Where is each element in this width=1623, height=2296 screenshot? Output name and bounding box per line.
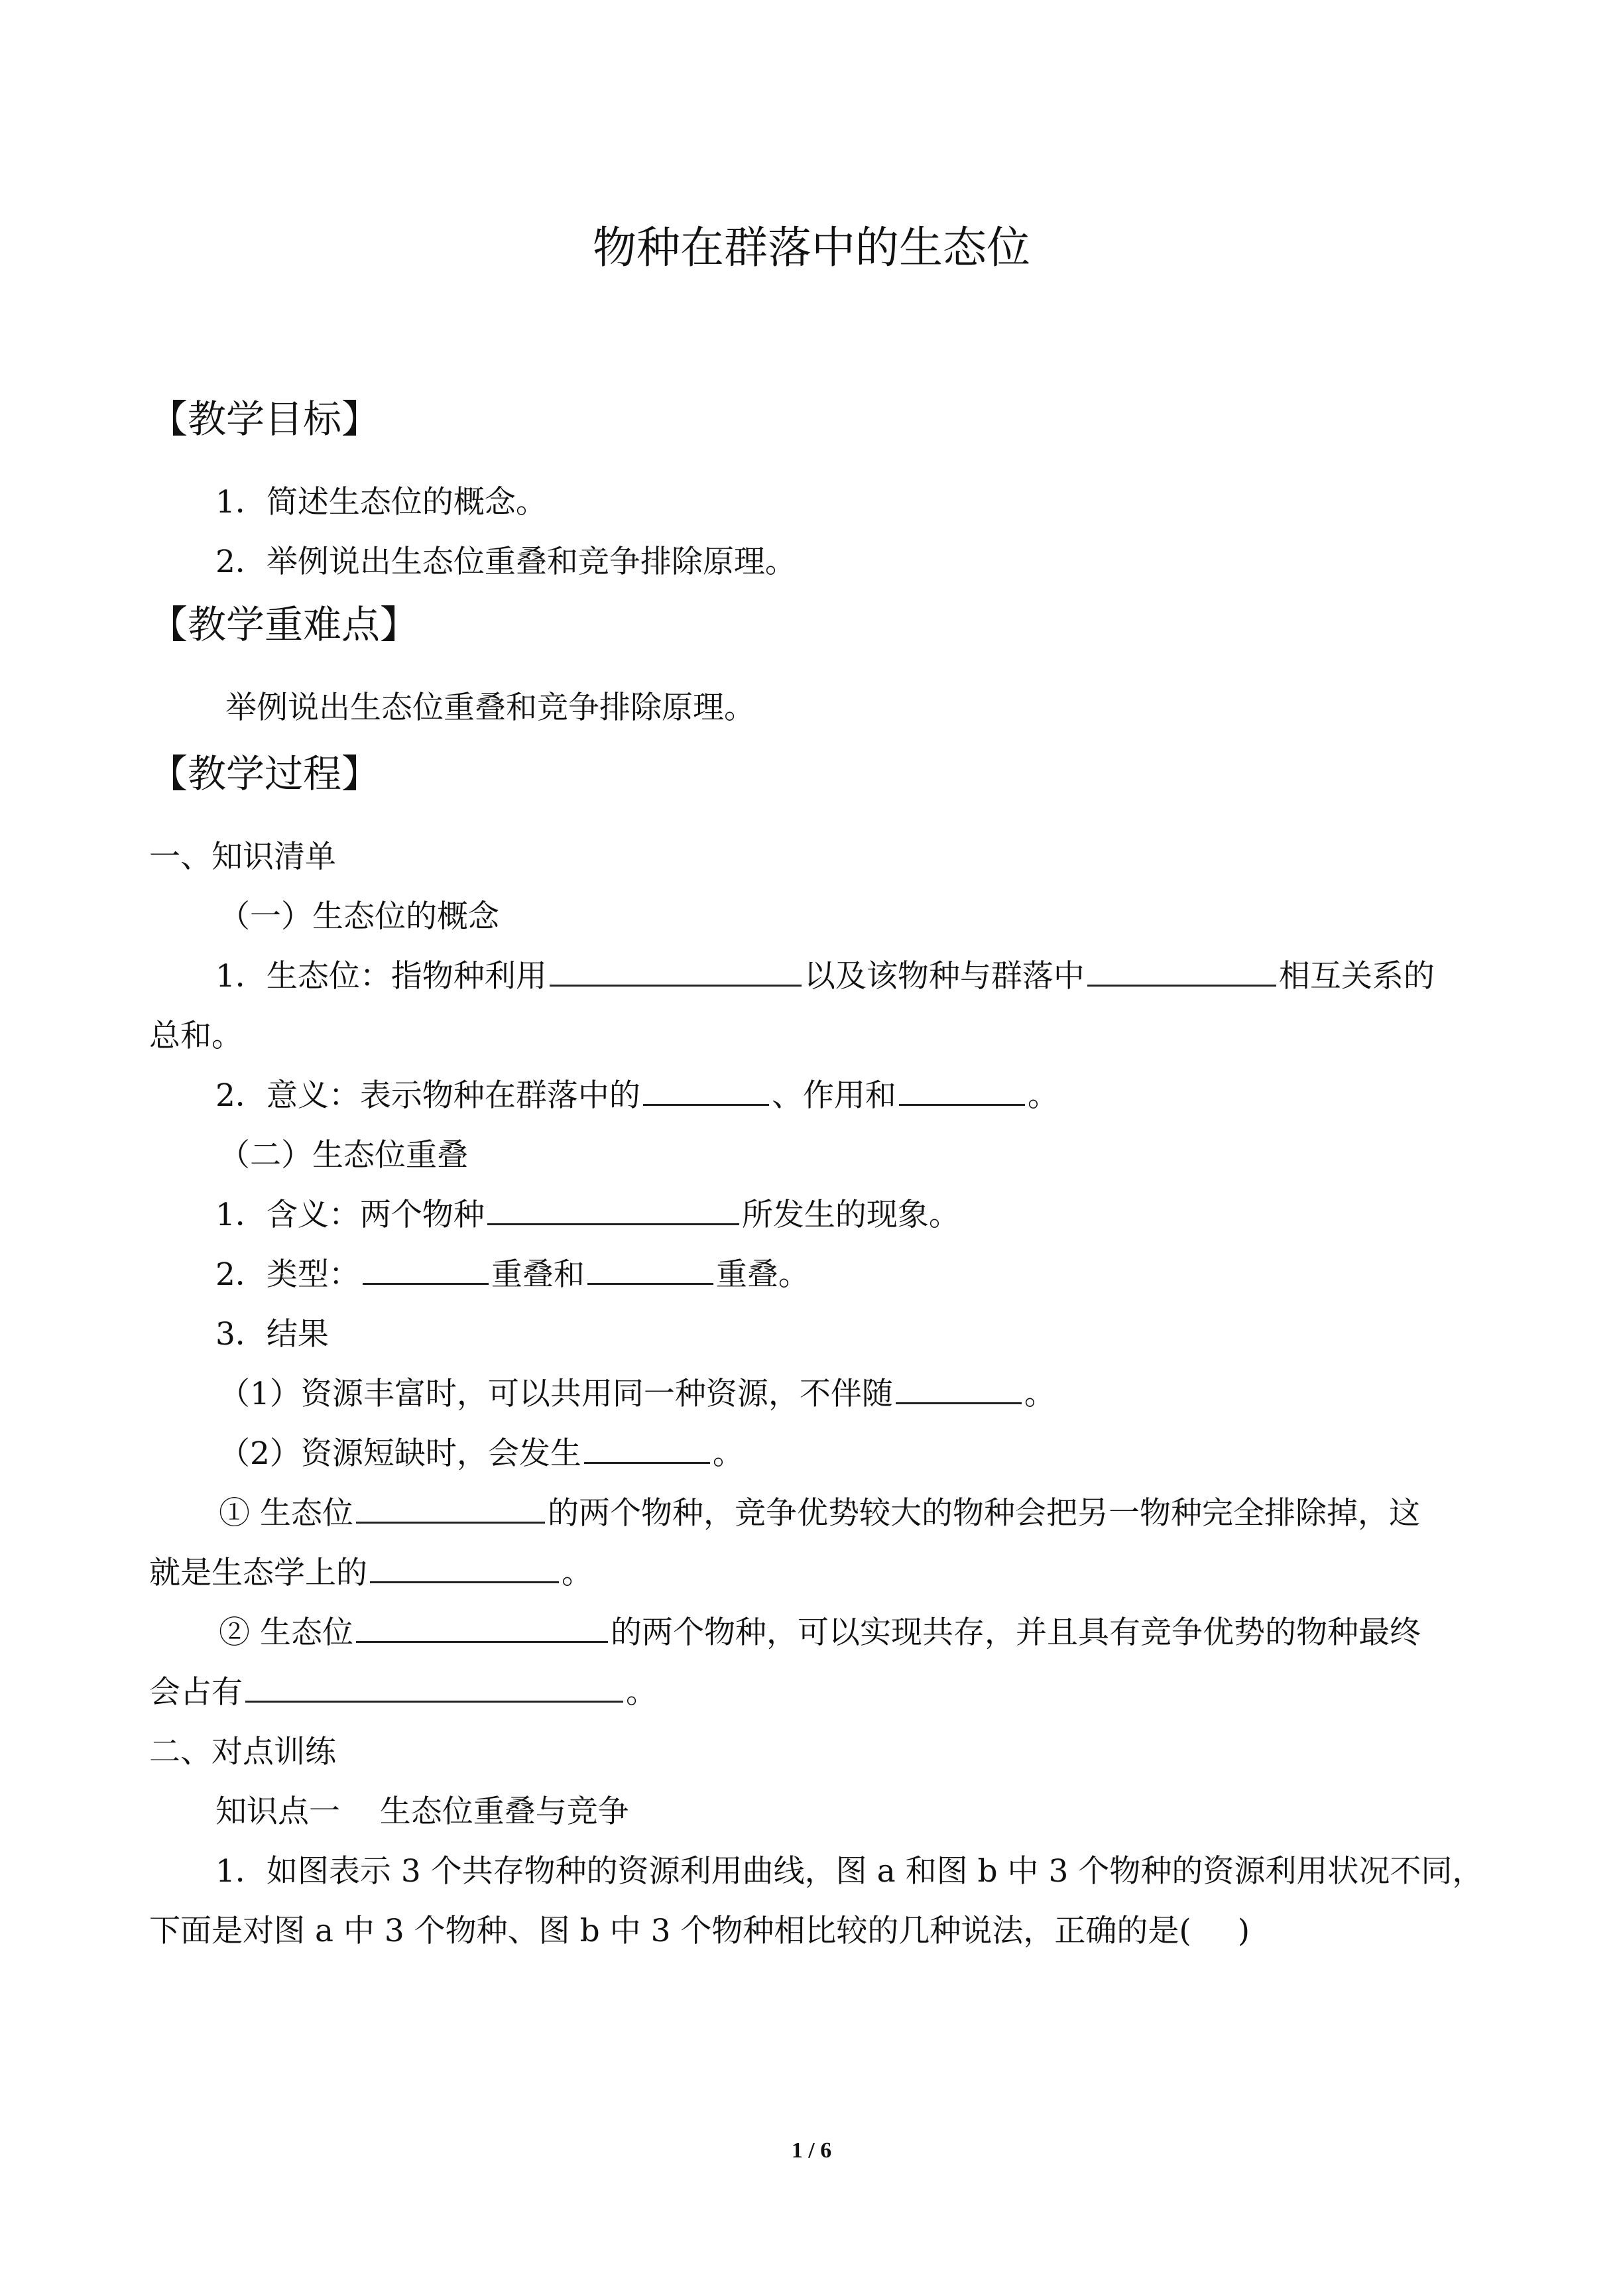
answer-blank[interactable]: [363, 1282, 489, 1285]
key-points-text: 举例说出生态位重叠和竞争排除原理。: [225, 690, 755, 726]
answer-blank[interactable]: [550, 984, 802, 987]
fill-line-scarce-resources: [219, 1429, 744, 1473]
fill-line-competitive-exclusion: [219, 1488, 1420, 1533]
text: 、作用和: [771, 1077, 896, 1114]
page-number: 1 / 6: [791, 2138, 832, 2163]
text: 。: [562, 1555, 593, 1591]
answer-blank[interactable]: [899, 1103, 1025, 1106]
text: ): [1237, 1913, 1250, 1949]
goal-item-1: 1．简述生态位的概念。: [215, 484, 547, 520]
text: 所发生的现象。: [741, 1197, 960, 1233]
text: 的两个物种，竞争优势较大的物种会把另一物种完全排除掉，这: [547, 1495, 1420, 1532]
text: 会占有: [149, 1674, 243, 1711]
fill-line-niche-definition: [215, 951, 1435, 996]
fill-line-continuation: [149, 1548, 593, 1593]
text: 1．含义：两个物种: [215, 1197, 485, 1233]
text: 1．生态位：指物种利用: [215, 958, 547, 995]
text: 相互关系的: [1278, 958, 1435, 995]
section-heading-goals: 【教学目标】: [149, 396, 381, 442]
question-1-line-1: 1．如图表示 3 个共存物种的资源利用曲线，图 a 和图 b 中 3 个物种的资源利用状况不同，: [215, 1853, 1484, 1890]
text: ① 生态位: [219, 1495, 353, 1532]
knowledge-point-heading: 知识点一 生态位重叠与竞争: [215, 1793, 629, 1830]
text: 2．意义：表示物种在群落中的: [215, 1077, 640, 1114]
fill-line-niche-significance: [215, 1071, 1059, 1115]
subheading-niche-overlap: （二）生态位重叠: [219, 1137, 468, 1174]
text: 重叠。: [715, 1256, 810, 1293]
answer-blank[interactable]: [356, 1521, 545, 1524]
text-line: 3．结果: [215, 1316, 329, 1353]
text: 。: [626, 1674, 657, 1711]
answer-blank[interactable]: [370, 1581, 559, 1583]
section-heading-process: 【教学过程】: [149, 751, 381, 796]
part-heading-training: 二、对点训练: [149, 1734, 336, 1770]
answer-blank[interactable]: [356, 1640, 608, 1643]
text-line: 总和。: [149, 1018, 243, 1054]
fill-line-overlap-types: [215, 1250, 810, 1294]
subheading-niche-concept: （一）生态位的概念: [219, 898, 499, 935]
answer-blank[interactable]: [643, 1103, 769, 1106]
fill-line-overlap-meaning: [215, 1190, 960, 1235]
text: 。: [1027, 1077, 1059, 1114]
answer-blank[interactable]: [896, 1402, 1022, 1404]
goal-item-2: 2．举例说出生态位重叠和竞争排除原理。: [215, 544, 796, 580]
fill-line-coexistence: [219, 1608, 1421, 1652]
answer-blank[interactable]: [1087, 984, 1276, 987]
text: 。: [1024, 1376, 1055, 1412]
text: （1）资源丰富时，可以共用同一种资源，不伴随: [219, 1376, 893, 1412]
question-1-line-2: [149, 1906, 1250, 1951]
answer-blank[interactable]: [245, 1700, 623, 1703]
text: 就是生态学上的: [149, 1555, 367, 1591]
fill-line-continuation: [149, 1667, 657, 1712]
answer-blank[interactable]: [587, 1282, 713, 1285]
text: （2）资源短缺时，会发生: [219, 1435, 581, 1472]
text: 以及该物种与群落中: [804, 958, 1085, 995]
fill-line-abundant-resources: [219, 1369, 1055, 1414]
section-heading-key-points: 【教学重难点】: [149, 602, 419, 647]
answer-blank[interactable]: [487, 1223, 739, 1225]
text: 下面是对图 a 中 3 个物种、图 b 中 3 个物种相比较的几种说法，正确的是(: [149, 1913, 1191, 1949]
text: 重叠和: [491, 1256, 585, 1293]
answer-blank[interactable]: [584, 1461, 710, 1464]
part-heading-knowledge: 一、知识清单: [149, 839, 336, 875]
text: 。: [712, 1435, 744, 1472]
text: 的两个物种，可以实现共存，并且具有竞争优势的物种最终: [610, 1614, 1421, 1651]
text: ② 生态位: [219, 1614, 353, 1651]
page-title: 物种在群落中的生态位: [593, 222, 1030, 273]
text: 2．类型：: [215, 1256, 360, 1293]
